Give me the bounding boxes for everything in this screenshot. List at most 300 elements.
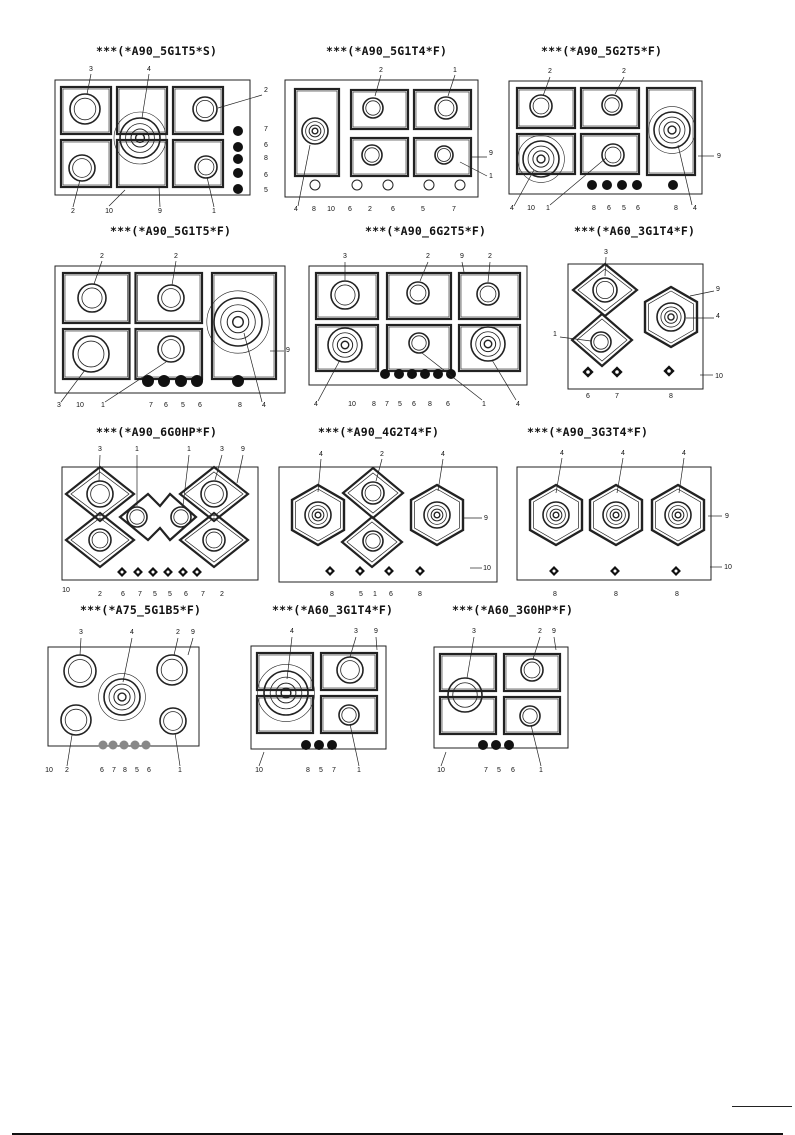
- burner-ring: [547, 506, 566, 525]
- burner-outer-ring: [649, 107, 696, 154]
- knob-indicator: [613, 569, 616, 572]
- callout-number: 6: [348, 206, 352, 213]
- burner: [448, 678, 482, 712]
- pan-support: [506, 656, 558, 689]
- hex-pan-support: [652, 485, 704, 545]
- burner-ring: [109, 684, 135, 710]
- callout-number: 10: [45, 767, 53, 774]
- control-knob: [120, 741, 129, 750]
- burner-ring: [672, 509, 684, 521]
- burner-ring: [196, 100, 213, 117]
- diamond-pan-support-inner: [71, 518, 129, 562]
- leader-line: [467, 637, 474, 678]
- burner-ring: [476, 332, 500, 356]
- callout-number: 2: [548, 68, 552, 75]
- burner: [649, 107, 696, 154]
- control-knob: [233, 168, 243, 178]
- callout-number: 2: [488, 253, 492, 260]
- burner-ring: [82, 288, 102, 308]
- callout-number: 2: [264, 87, 268, 94]
- burner-ring: [607, 506, 626, 525]
- control-knob: [407, 369, 417, 379]
- callout-number: 3: [79, 629, 83, 636]
- callout-number: 4: [441, 451, 445, 458]
- knob-indicator: [586, 370, 590, 374]
- burner-ring: [528, 146, 554, 172]
- burner: [64, 655, 96, 687]
- callout-number: 5: [497, 767, 501, 774]
- control-knob: [587, 180, 597, 190]
- pan-support: [138, 331, 201, 377]
- burner-ring: [312, 509, 324, 521]
- control-knob: [380, 369, 390, 379]
- burner-center: [312, 128, 318, 134]
- burner-ring: [91, 485, 110, 504]
- callout-number: 6: [412, 401, 416, 408]
- burner-ring: [206, 532, 222, 548]
- burner: [593, 278, 617, 302]
- control-knob: [352, 180, 362, 190]
- callout-number: 8: [123, 767, 127, 774]
- burner-ring: [431, 509, 443, 521]
- control-knob: [233, 184, 243, 194]
- callout-number: 5: [319, 767, 323, 774]
- knob-indicator: [166, 570, 169, 573]
- burner-ring: [335, 285, 355, 305]
- callout-number: 1: [539, 767, 543, 774]
- callout-number: 8: [418, 591, 422, 598]
- burner-ring: [410, 285, 426, 301]
- callout-number: 6: [391, 206, 395, 213]
- callout-number: 5: [135, 767, 139, 774]
- pan-support: [119, 89, 165, 132]
- burner: [363, 531, 383, 551]
- pan-support: [517, 88, 575, 128]
- burner-ring: [162, 340, 181, 359]
- burner-ring: [596, 281, 613, 298]
- control-knob: [191, 375, 203, 387]
- callout-number: 2: [65, 767, 69, 774]
- callout-number: 4: [314, 401, 318, 408]
- pan-support: [136, 273, 203, 323]
- burner: [331, 281, 359, 309]
- burner: [543, 502, 569, 528]
- callout-number: 6: [586, 393, 590, 400]
- burner: [362, 482, 384, 504]
- pan-support: [649, 90, 693, 173]
- callout-number: 5: [398, 401, 402, 408]
- diamond-pan-support-inner: [71, 472, 129, 516]
- burner-ring: [341, 661, 360, 680]
- hex-pan-support: [411, 485, 463, 545]
- control-knob: [310, 180, 320, 190]
- pan-support-grid: [61, 87, 223, 187]
- callout-number: 1: [178, 767, 182, 774]
- burner-ring: [610, 509, 622, 521]
- pan-support: [414, 138, 471, 176]
- burner-ring: [664, 122, 680, 138]
- burner: [207, 291, 269, 353]
- leader-line: [218, 95, 262, 108]
- burner-ring: [438, 149, 451, 162]
- callout-number: 10: [724, 564, 732, 571]
- callout-number: 8: [312, 206, 316, 213]
- callout-number: 7: [112, 767, 116, 774]
- callout-number: 5: [264, 187, 268, 194]
- control-knob: [478, 740, 488, 750]
- leader-line: [61, 370, 85, 402]
- pan-support: [65, 331, 128, 377]
- callout-number: 3: [98, 446, 102, 453]
- burner: [657, 303, 685, 331]
- pan-support: [173, 87, 223, 134]
- control-knob: [668, 180, 678, 190]
- callout-number: 8: [238, 402, 242, 409]
- pan-support: [214, 275, 274, 377]
- burner-ring: [438, 100, 454, 116]
- model-title: ***(*A90_5G1T4*F): [326, 44, 448, 58]
- diamond-pan-support: [343, 468, 403, 518]
- burner-ring: [68, 659, 91, 682]
- model-title: ***(*A90_4G2T4*F): [318, 425, 440, 439]
- callout-number: 8: [330, 591, 334, 598]
- hex-pan-support-inner: [296, 489, 341, 541]
- callout-number: 1: [553, 331, 557, 338]
- hob-outline: [279, 467, 497, 582]
- callout-number: 4: [319, 451, 323, 458]
- callout-number: 4: [682, 450, 686, 457]
- burner-center: [675, 512, 681, 518]
- pan-support: [323, 698, 375, 731]
- callout-number: 9: [489, 150, 493, 157]
- callout-number: 8: [669, 393, 673, 400]
- burner-ring: [366, 101, 380, 115]
- burner-center: [118, 693, 126, 701]
- callout-number: 10: [483, 565, 491, 572]
- burner-outer-ring: [207, 291, 269, 353]
- leader-line: [375, 75, 381, 96]
- callout-number: 2: [538, 628, 542, 635]
- burner-ring: [65, 709, 87, 731]
- control-knob: [420, 369, 430, 379]
- hp-pan-support: [120, 494, 196, 540]
- control-knob: [233, 126, 243, 136]
- burner: [591, 332, 611, 352]
- leader-line: [441, 752, 446, 766]
- model-title: ***(*A90_6G2T5*F): [365, 224, 487, 238]
- burner: [70, 94, 100, 124]
- callout-number: 9: [191, 629, 195, 636]
- burner-ring: [605, 98, 619, 112]
- control-knob: [383, 180, 393, 190]
- burner-ring: [131, 129, 149, 147]
- pan-support: [459, 273, 520, 319]
- burner-center: [613, 512, 619, 518]
- knob-indicator: [387, 569, 390, 572]
- control-knob: [175, 375, 187, 387]
- callout-number: 10: [62, 587, 70, 594]
- burner: [193, 97, 217, 121]
- hex-pan-support-inner: [415, 489, 460, 541]
- callout-number: 4: [716, 313, 720, 320]
- burner-ring: [73, 159, 92, 178]
- burner: [158, 336, 184, 362]
- pan-support: [175, 142, 221, 185]
- burner: [160, 708, 186, 734]
- pan-support: [321, 696, 377, 733]
- control-knob: [504, 740, 514, 750]
- burner: [518, 136, 565, 183]
- model-title: ***(*A75_5G1B5*F): [80, 603, 202, 617]
- control-knob: [99, 741, 108, 750]
- leader-line: [142, 74, 149, 118]
- callout-number: 2: [368, 206, 372, 213]
- pan-support: [387, 325, 451, 371]
- leader-line: [99, 455, 100, 481]
- model-title: ***(*A90_5G1T5*S): [96, 44, 218, 58]
- knob-indicator: [136, 570, 139, 573]
- callout-number: 2: [71, 208, 75, 215]
- burner: [302, 118, 328, 144]
- callout-number: 6: [184, 591, 188, 598]
- burner-ring: [130, 510, 144, 524]
- callout-number: 5: [421, 206, 425, 213]
- burner-center: [668, 314, 674, 320]
- callout-number: 8: [372, 401, 376, 408]
- callout-number: 6: [100, 767, 104, 774]
- leader-line: [67, 735, 72, 766]
- callout-number: 1: [187, 446, 191, 453]
- burner-ring: [164, 712, 183, 731]
- knob-indicator: [151, 570, 154, 573]
- control-knob: [394, 369, 404, 379]
- callout-number: 3: [472, 628, 476, 635]
- burner-ring: [306, 122, 325, 141]
- pan-support: [416, 140, 469, 174]
- callout-number: 6: [636, 205, 640, 212]
- burner: [157, 655, 187, 685]
- pan-support-grid: [387, 273, 451, 371]
- burner: [89, 529, 111, 551]
- callout-number: 10: [715, 373, 723, 380]
- leader-line: [350, 724, 359, 766]
- burner-outer-ring: [114, 112, 166, 164]
- callout-number: 9: [460, 253, 464, 260]
- callout-number: 6: [264, 172, 268, 179]
- burner-outer-ring: [99, 674, 146, 721]
- burner-ring: [126, 124, 155, 153]
- burner: [171, 507, 191, 527]
- burner-center: [233, 317, 244, 328]
- callout-number: 7: [484, 767, 488, 774]
- burner-ring: [533, 98, 549, 114]
- burner-ring: [533, 151, 549, 167]
- model-title: ***(*A60_3G0HP*F): [452, 603, 574, 617]
- callout-number: 2: [220, 591, 224, 598]
- callout-number: 3: [343, 253, 347, 260]
- burner: [435, 146, 453, 164]
- knob-indicator: [674, 569, 677, 572]
- pan-support: [173, 140, 223, 187]
- callout-number: 2: [174, 253, 178, 260]
- callout-number: 4: [693, 205, 697, 212]
- diamond-pan-support-inner: [348, 473, 398, 513]
- knob-indicator: [181, 570, 184, 573]
- burner-ring: [78, 341, 104, 367]
- callout-number: 9: [484, 515, 488, 522]
- callout-number: 4: [130, 629, 134, 636]
- callout-number: 3: [220, 446, 224, 453]
- control-knob: [131, 741, 140, 750]
- callout-number: 5: [181, 402, 185, 409]
- callout-number: 8: [592, 205, 596, 212]
- callout-number: 2: [379, 67, 383, 74]
- burner-center: [484, 340, 491, 347]
- burner-ring: [428, 506, 447, 525]
- callout-number: 8: [306, 767, 310, 774]
- burner-ring: [550, 509, 562, 521]
- pan-support-grid: [257, 653, 313, 733]
- burner: [471, 327, 505, 361]
- burner-ring: [221, 305, 256, 340]
- knob-indicator: [328, 569, 331, 572]
- hex-pan-support: [645, 287, 697, 347]
- burner: [521, 659, 543, 681]
- burner-ring: [659, 117, 685, 143]
- burner-ring: [524, 662, 540, 678]
- burner-center: [341, 341, 348, 348]
- burner-ring: [205, 485, 224, 504]
- burner: [201, 481, 227, 507]
- burner: [603, 502, 629, 528]
- burner-ring: [92, 532, 108, 548]
- callout-number: 10: [76, 402, 84, 409]
- burner: [158, 285, 184, 311]
- callout-number: 2: [622, 68, 626, 75]
- leader-line: [259, 752, 264, 766]
- callout-number: 1: [135, 446, 139, 453]
- control-knob: [232, 375, 244, 387]
- callout-number: 10: [255, 767, 263, 774]
- leader-line: [159, 187, 160, 207]
- pan-support: [440, 697, 496, 734]
- callout-number: 6: [446, 401, 450, 408]
- callout-number: 10: [527, 205, 535, 212]
- burner: [337, 657, 363, 683]
- callout-number: 7: [332, 767, 336, 774]
- callout-number: 3: [354, 628, 358, 635]
- knob-indicator: [195, 570, 198, 573]
- burner-ring: [74, 98, 96, 120]
- model-title: ***(*A90_6G0HP*F): [96, 425, 218, 439]
- burner-ring: [665, 311, 678, 324]
- callout-number: 4: [262, 402, 266, 409]
- control-knob: [158, 375, 170, 387]
- pan-support: [353, 140, 406, 174]
- model-title: ***(*A90_5G1T5*F): [110, 224, 232, 238]
- diamond-pan-support: [342, 517, 402, 567]
- control-knob: [617, 180, 627, 190]
- burner: [602, 144, 624, 166]
- burner-ring: [661, 307, 681, 327]
- diamond-pan-support-inner: [185, 472, 243, 516]
- leader-line: [287, 637, 292, 679]
- callout-number: 3: [604, 249, 608, 256]
- model-title: ***(*A60_3G1T4*F): [272, 603, 394, 617]
- burner-center: [668, 126, 676, 134]
- callout-number: 6: [264, 142, 268, 149]
- pan-support-grid: [504, 654, 560, 734]
- control-knob: [327, 740, 337, 750]
- leader-line: [109, 190, 125, 206]
- callout-number: 5: [622, 205, 626, 212]
- page-number-rule: [732, 1106, 792, 1107]
- burner: [665, 502, 691, 528]
- callout-number: 2: [100, 253, 104, 260]
- diamond-pan-support-inner: [185, 518, 243, 562]
- callout-number: 10: [437, 767, 445, 774]
- control-knob: [632, 180, 642, 190]
- callout-number: 6: [511, 767, 515, 774]
- burner: [99, 674, 146, 721]
- burner-center: [434, 512, 440, 518]
- model-title: ***(*A90_5G2T5*F): [541, 44, 663, 58]
- control-knob: [602, 180, 612, 190]
- callout-number: 4: [516, 401, 520, 408]
- leader-line: [80, 638, 81, 655]
- burner-ring: [480, 336, 495, 351]
- hex-pan-support-inner: [656, 489, 701, 541]
- leader-line: [207, 177, 214, 207]
- burner-ring: [162, 289, 181, 308]
- burner-ring: [366, 534, 380, 548]
- diamond-pan-support-inner: [347, 522, 397, 562]
- burner-ring: [174, 510, 188, 524]
- control-knob: [424, 180, 434, 190]
- pan-support: [351, 138, 408, 176]
- pan-support: [119, 142, 165, 185]
- leader-line: [318, 360, 340, 401]
- callout-number: 2: [380, 451, 384, 458]
- callout-number: 4: [290, 628, 294, 635]
- burner: [78, 284, 106, 312]
- burner: [530, 95, 552, 117]
- burner: [363, 98, 383, 118]
- burner-ring: [309, 506, 328, 525]
- pan-support: [321, 653, 377, 690]
- knob-indicator: [552, 569, 555, 572]
- leader-line: [462, 262, 464, 272]
- control-knob: [301, 740, 311, 750]
- hex-pan-support-inner: [649, 291, 694, 343]
- burner: [520, 706, 540, 726]
- pan-support-grid: [316, 273, 378, 371]
- burner: [362, 145, 382, 165]
- burner: [73, 336, 109, 372]
- leader-line: [690, 291, 714, 296]
- callout-number: 1: [101, 402, 105, 409]
- burner: [407, 282, 429, 304]
- leader-line: [531, 725, 541, 766]
- burner: [203, 529, 225, 551]
- burner: [257, 664, 314, 721]
- callout-number: 2: [98, 591, 102, 598]
- control-knob: [491, 740, 501, 750]
- burner-ring: [161, 659, 183, 681]
- knob-indicator: [418, 569, 421, 572]
- callout-number: 4: [294, 206, 298, 213]
- leader-line: [73, 180, 80, 207]
